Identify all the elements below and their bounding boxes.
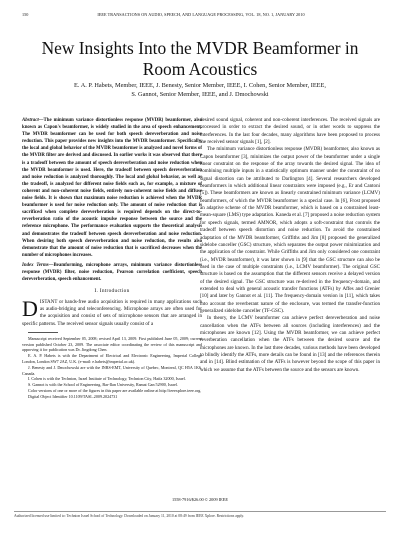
footnotes [22, 336, 202, 400]
authors-line-2: S. Gannot, Senior Member, IEEE, and J. Dmochowski [131, 91, 269, 98]
index-terms-text: Beamforming, microphone arrays, minimum variance distortionless response (MVDR) filter, noise reduction, Pearson correlation coefficient, speech dereverberation, speech enhancement. [22, 262, 202, 283]
authors-line-1: E. A. P. Habets, Member, IEEE, J. Benesty, Senior Member, IEEE, I. Cohen, Senior Member, IEEE, [74, 82, 326, 89]
paper-title: New Insights Into the MVDR Beamformer in Room Acoustics [41, 38, 359, 79]
footnote-item: Color versions of one or more of the figures in this paper are available online at http://ieeexplore.ieee.org. [28, 388, 202, 394]
footnote-item: Manuscript received September 05, 2008; revised April 13, 2009. First published June 05, 2009; current version published October 23, 2009. The associate editor coordinating the review of this manuscript and approving it for publication was Dr. Jingdong Chen. [22, 335, 202, 353]
license-footer: Authorized licensed use limited to: Technion Israel School of Technology. Downloaded on January 11, 2010 at 08:49 from IEEE Xplore. Restrictions apply. [14, 511, 386, 519]
page-number: 150 [22, 12, 29, 17]
body-paragraph: The minimum variance distortionless response (MVDR) beamformer, also known as Capon beamformer [3], minimizes the output power of the beamformer under a single linear constraint on the response of the array towards the desired signal. The idea of combining multiple inputs in a statistically optimum manner under the constraint of no signal distortion can be attributed to Darlington [4]. Several researchers developed beamformers in which additional linear constraints were imposed (e.g., Er and Cantoni [5]). These beamformers are known as linearly constrained minimum variance (LCMV) beamformers, of which the MVDR beamformer is a special case. In [6], Frost proposed an adaptive scheme of the MVDR beamformer, which is based on a constrained least-mean-square (LMS) type adaptation. Kaneda et al. [7] proposed a noise reduction system for speech signals, termed AMNOR, which adopts a soft-constraint that controls the tradeoff between speech distortion and noise reduction. To avoid the constrained adaptation of the MVDR beamformer, Griffiths and Jim [8] proposed the generalized sidelobe canceller (GSC) structure, which separates the output power minimization and the application of the constraint. While Griffiths and Jim only considered one constraint (i.e., MVDR beamformer), it was later shown in [9] that the GSC structure can also be used in the case of multiple constraints (i.e., LCMV beamformer). The original GSC structure is based on the assumption that the different sensors receive a delayed version of the desired signal. The GSC structure was re-derived in the frequency-domain, and extended to deal with general acoustic transfer functions (ATFs) by Affes and Grenier [10] and later by Gannot et al. [11]. The frequency-domain version in [11], which takes into account the reverberant nature of the enclosure, was termed the transfer-function generalized sidelobe canceller (TF-GSC). [200, 146, 380, 314]
author-list [20, 81, 380, 99]
abstract [22, 117, 202, 259]
abstract-text: The minimum variance distortionless response (MVDR) beamformer, also known as Capon's beamformer, is widely studied in the area of speech enhancement. The MVDR beamformer can be used for both speech dereverberation and noise reduction. This paper provides new insights into the MVDR beamformer. Specifically, the local and global behavior of the MVDR beamformer is analyzed and novel forms of the MVDR filter are derived and discussed. In earlier works it was observed that there is a tradeoff between the amount of speech dereverberation and noise reduction when the MVDR beamformer is used. Here, the tradeoff between speech dereverberation and noise reduction is analyzed thoroughly. The local and global behavior, as well as the tradeoff, is analyzed for different noise fields such as, for example, a mixture of coherent and non-coherent noise fields, entirely non-coherent noise fields and diffuse noise fields. It is shown that maximum noise reduction is achieved when the MVDR beamformer is used for noise reduction only. The amount of noise reduction that is sacrificed when complete dereverberation is required depends on the direct-to-reverberation ratio of the acoustic impulse response between the source and the reference microphone. The performance evaluation supports the theoretical analysis and demonstrates the tradeoff between speech dereverberation and noise reduction. When desiring both speech dereverberation and noise reduction, the results also demonstrate that the amount of noise reduction that is sacrificed decreases when the number of microphones increases. [22, 118, 202, 258]
right-column [200, 117, 380, 374]
footnote-item: J. Benesty and J. Dmochowski are with the INRS-EMT, University of Quebec, Montreal, QC H5A 1K6, Canada. [22, 364, 202, 376]
body-paragraph: In theory, the LCMV beamformer can achieve perfect dereverberation and noise cancellation when the ATFs between all sources (including interferences) and the microphones are known [12]. Using the MVDR beamformer, we can achieve perfect reverberation cancellation when the ATFs between the desired source and the microphones are known. In the last three decades, various methods have been developed to blindly identify the ATFs, more details can be found in [13] and the references therein and in [14]. Blind estimation of the ATFs is however beyond the scope of this paper in which we assume that the ATFs between the source and the sensors are known. [200, 315, 380, 373]
dropcap-letter: D [22, 295, 38, 321]
running-header [22, 11, 380, 19]
index-terms-label: Index Terms— [22, 262, 54, 268]
footnote-item: S. Gannot is with the School of Engineering, Bar-Ilan University, Ramat Gan 52900, Israel. [28, 382, 178, 388]
section-heading-introduction: I. Introduction [94, 288, 130, 295]
isbn-line: 1558-7916/$26.00 © 2009 IEEE [171, 497, 228, 502]
journal-name: IEEE TRANSACTIONS ON AUDIO, SPEECH, AND LANGUAGE PROCESSING, VOL. 18, NO. 1, JANUARY 2010 [97, 12, 305, 17]
footnote-item: E. A. P. Habets is with the Department of Electrical and Electronic Engineering, Imperial College London, London SW7 2AZ, U.K. (e-mail: e.habets@imperial.ac.uk). [22, 353, 202, 365]
footnote-item: I. Cohen is with the Technion, Israel Institute of Technology, Technion City, Haifa 32000, Israel. [28, 376, 186, 382]
intro-paragraph [22, 295, 202, 328]
abstract-label: Abstract— [22, 118, 44, 123]
intro-text: ISTANT or hands-free audio acquisition is required in many applications such as audio-bridging and teleconferencing. Microphone arrays are often used for the acquisition and consist of sets of microphone sensors that are arranged in specific patterns. The received sensor signals usually consist of a [22, 298, 202, 327]
index-terms [22, 262, 202, 283]
left-column [22, 117, 202, 400]
body-paragraph: desired sound signal, coherent and non-coherent interferences. The received signals are processed in order to extract the desired sound, or in other words to suppress the interferences. In the last four decades, many algorithms have been proposed to process the received sensor signals [1], [2]. [200, 117, 380, 146]
footnote-item: Digital Object Identifier 10.1109/TASL.2009.2024731 [28, 393, 118, 399]
footnote-divider [28, 332, 58, 333]
